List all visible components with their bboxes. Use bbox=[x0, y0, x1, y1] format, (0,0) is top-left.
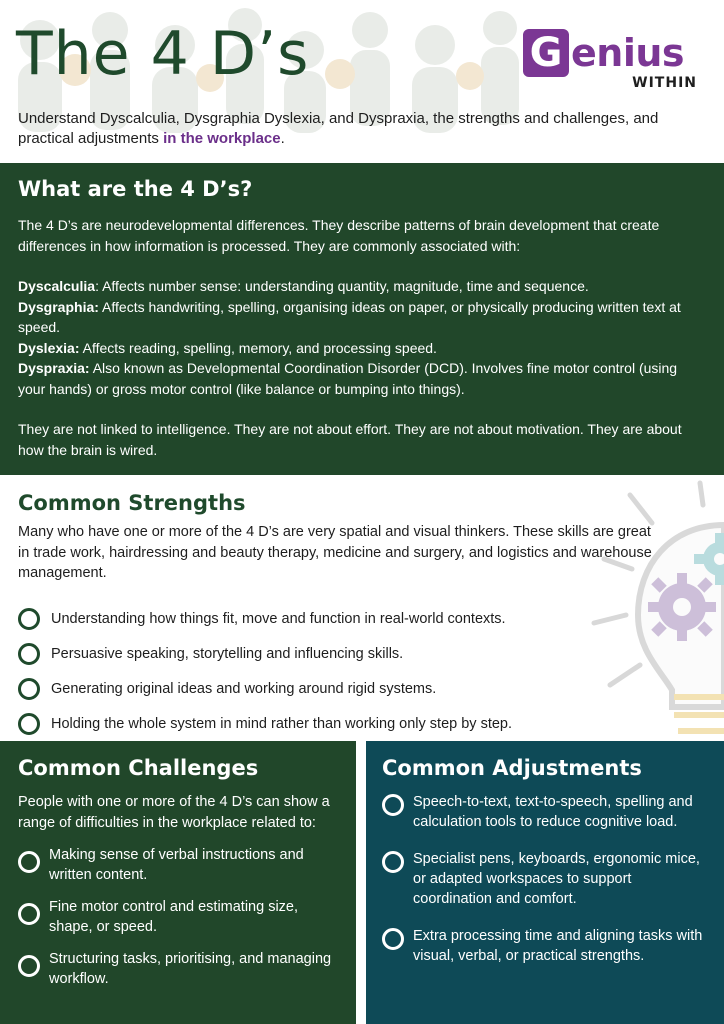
page-title: The 4 D’s bbox=[16, 19, 310, 89]
adjustments-list bbox=[382, 792, 706, 966]
definition-dyspraxia: Also known as Developmental Coordination Disorder (DCD). Involves fine motor control (using your hands) or gross motor control (like balance or bumping into things). bbox=[18, 360, 678, 397]
term-dysgraphia: Dysgraphia: bbox=[18, 298, 99, 315]
strengths-heading: Common Strengths bbox=[18, 491, 246, 515]
adjustments-panel bbox=[366, 741, 724, 1024]
list-item bbox=[382, 849, 706, 909]
strength-text: Persuasive speaking, storytelling and influencing skills. bbox=[51, 645, 404, 662]
what-closing: They are not linked to intelligence. They are not about effort. They are not about motivation. They are about how the brain is wired. bbox=[18, 421, 682, 458]
term-dyscalculia: Dyscalculia bbox=[18, 278, 96, 294]
strengths-desc: Many who have one or more of the 4 D’s are very spatial and visual thinkers. These skills are great in trade work, hairdressing and beauty therapy, medicine and surgery, and logistics and warehouse management. bbox=[18, 524, 652, 581]
strength-text: Generating original ideas and working around rigid systems. bbox=[51, 680, 437, 697]
header bbox=[0, 0, 724, 163]
list-item bbox=[382, 792, 706, 832]
adjustment-text: Specialist pens, keyboards, ergonomic mice, or adapted workspaces to support coordination and comfort. bbox=[413, 851, 700, 907]
term-separator: : bbox=[95, 278, 103, 294]
list-item bbox=[18, 601, 638, 636]
strength-text: Understanding how things fit, move and function in real-world contexts. bbox=[51, 610, 506, 627]
circle-bullet-icon bbox=[18, 713, 40, 735]
what-intro: The 4 D’s are neurodevelopmental differences. They describe patterns of brain development that create differences in how information is processed. They are commonly associated with: bbox=[18, 217, 660, 254]
intro-text bbox=[18, 109, 708, 149]
adjustments-heading: Common Adjustments bbox=[382, 756, 642, 780]
list-item bbox=[18, 706, 638, 741]
logo-letter-box: G bbox=[523, 29, 569, 77]
term-dyslexia: Dyslexia: bbox=[18, 339, 80, 356]
challenges-panel bbox=[0, 741, 356, 1024]
logo-subtitle: WITHIN bbox=[632, 75, 697, 91]
logo-wordmark: enius bbox=[571, 31, 685, 75]
challenge-text: Making sense of verbal instructions and written content. bbox=[49, 847, 304, 883]
term-dyspraxia: Dyspraxia: bbox=[18, 360, 90, 376]
challenges-heading: Common Challenges bbox=[18, 756, 259, 780]
circle-bullet-icon bbox=[18, 643, 40, 665]
definitions-list bbox=[18, 276, 706, 399]
circle-bullet-icon bbox=[18, 678, 40, 700]
list-item bbox=[18, 845, 338, 885]
circle-bullet-icon bbox=[18, 851, 40, 873]
list-item bbox=[18, 949, 338, 989]
circle-bullet-icon bbox=[18, 955, 40, 977]
strengths-list bbox=[18, 601, 638, 741]
what-are-section bbox=[0, 163, 724, 475]
circle-bullet-icon bbox=[382, 794, 404, 816]
definition-dysgraphia: Affects handwriting, spelling, organising ideas on paper, or physically producing written text at speed. bbox=[18, 298, 681, 335]
list-item bbox=[18, 671, 638, 706]
challenge-text: Fine motor control and estimating size, shape, or speed. bbox=[49, 899, 299, 935]
intro-end: . bbox=[280, 130, 285, 147]
intro-highlight: in the workplace bbox=[163, 130, 281, 147]
challenges-desc: People with one or more of the 4 D’s can show a range of difficulties in the workplace related to: bbox=[18, 794, 330, 831]
circle-bullet-icon bbox=[382, 928, 404, 950]
list-item bbox=[382, 926, 706, 966]
list-item bbox=[18, 636, 638, 671]
challenges-list bbox=[18, 845, 338, 989]
adjustment-text: Speech-to-text, text-to-speech, spelling and calculation tools to reduce cognitive load. bbox=[413, 794, 693, 830]
definition-dyscalculia: Affects number sense: understanding quantity, magnitude, time and sequence. bbox=[102, 278, 589, 294]
adjustment-text: Extra processing time and aligning tasks with visual, verbal, or practical strengths. bbox=[413, 928, 703, 964]
strength-text: Holding the whole system in mind rather than working only step by step. bbox=[51, 715, 513, 732]
circle-bullet-icon bbox=[18, 903, 40, 925]
list-item bbox=[18, 897, 338, 937]
genius-within-logo bbox=[523, 27, 699, 95]
circle-bullet-icon bbox=[18, 608, 40, 630]
circle-bullet-icon bbox=[382, 851, 404, 873]
strengths-section bbox=[0, 475, 724, 741]
challenge-text: Structuring tasks, prioritising, and managing workflow. bbox=[49, 951, 332, 987]
what-heading: What are the 4 D’s? bbox=[18, 177, 253, 201]
definition-dyslexia: Affects reading, spelling, memory, and processing speed. bbox=[82, 339, 437, 356]
intro-main: Understand Dyscalculia, Dysgraphia Dyslexia, and Dyspraxia, the strengths and challenges, and practical adjustments bbox=[18, 110, 659, 147]
